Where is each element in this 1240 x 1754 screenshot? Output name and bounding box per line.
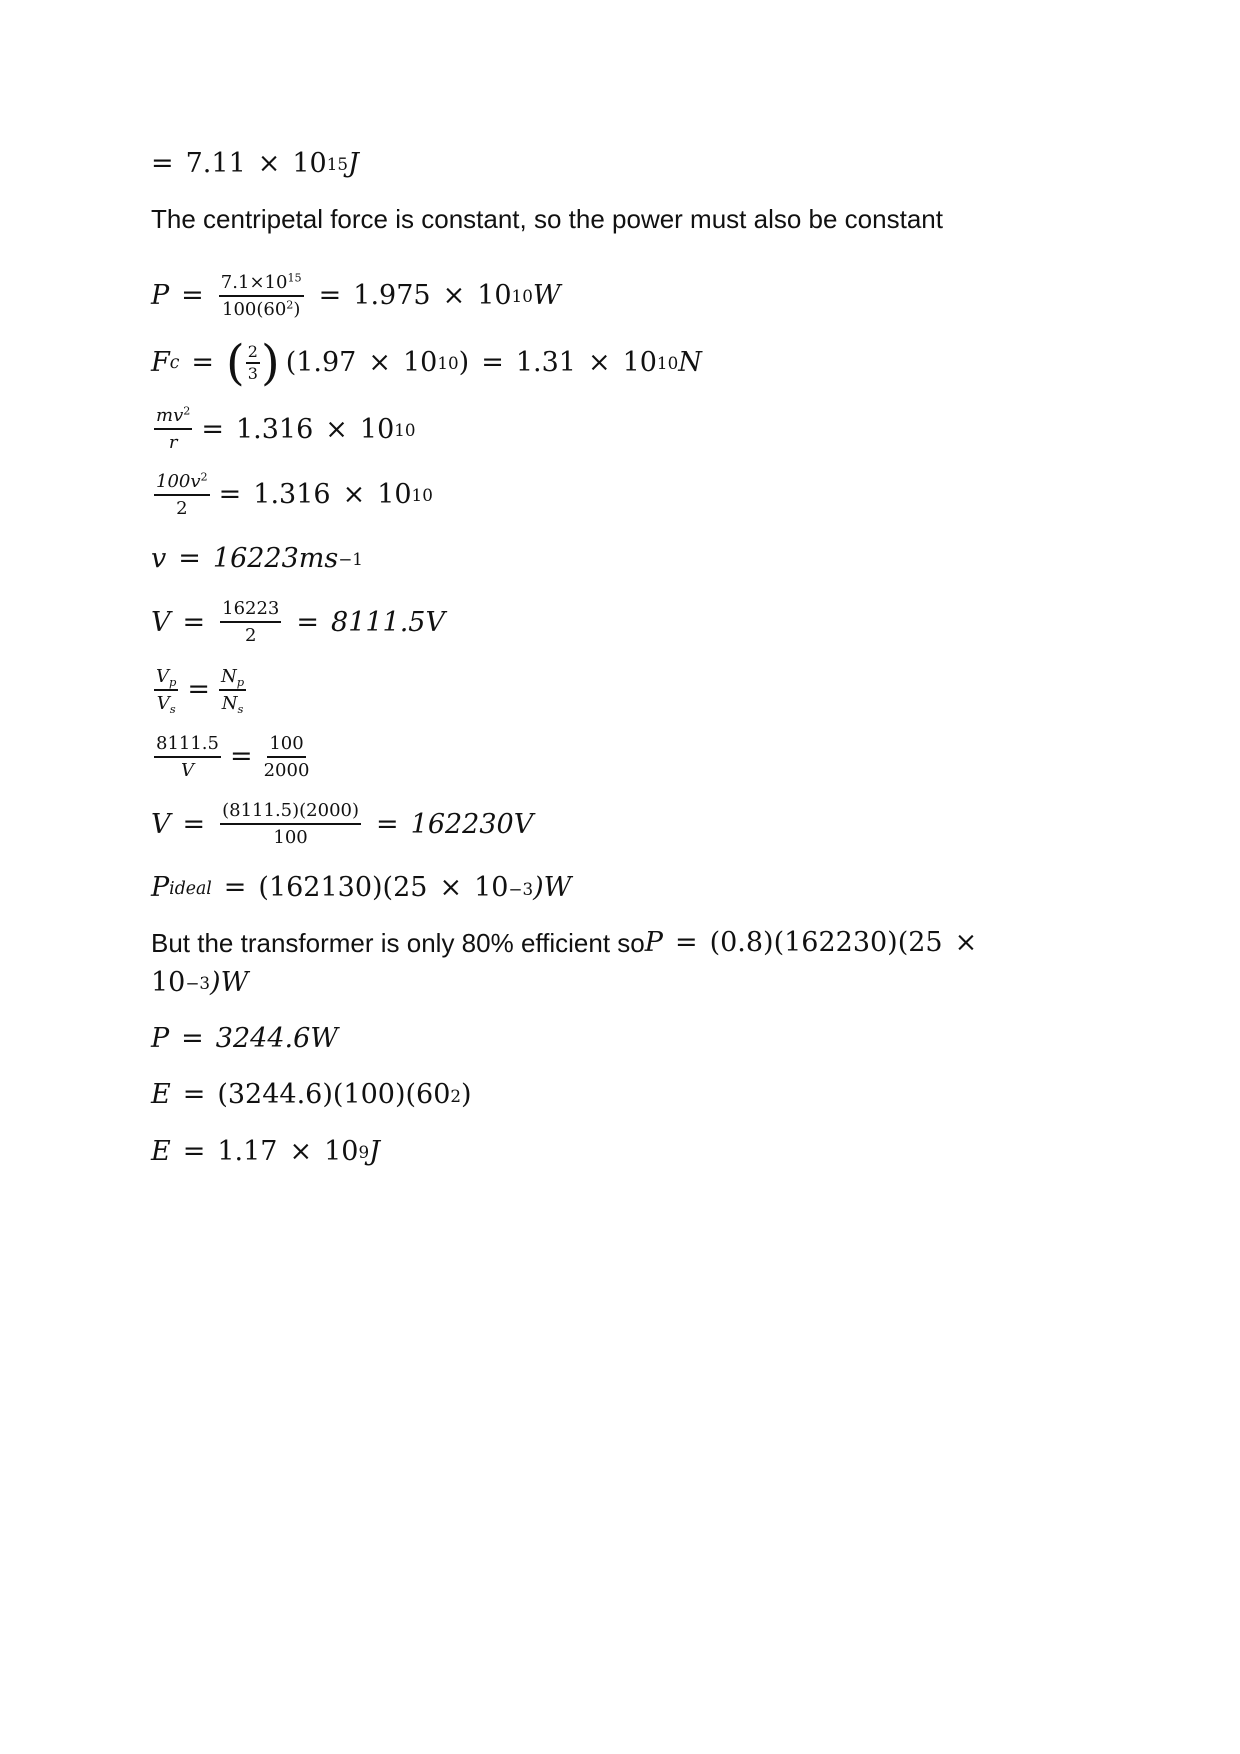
left-expression: (3244.6)(100)(60 [217,1079,451,1111]
times-sign: × [342,478,366,510]
equals-sign: = [182,1135,206,1167]
parenthesized-fraction [226,334,280,391]
base-1: 10 [402,346,438,378]
mantissa: 7.11 [185,148,246,179]
mantissa: 1.316 [253,478,331,510]
value: 162230V [410,808,534,840]
fraction-denominator: 2 [176,497,188,519]
close-paren: ) [458,346,470,378]
mantissa-2: 1.31 [515,346,576,378]
equation-line-7: v = 16223ms −1 [151,542,363,574]
den-exponent: 2 [286,298,294,312]
base: 10 [377,478,412,510]
fraction-left-denominator: V [180,760,194,781]
fraction-denominator: 2 [245,625,257,647]
left-expression: (162130)(25 [258,872,428,904]
fraction [154,472,210,519]
fraction-right [262,734,312,781]
den-left: 100(60 [222,298,287,320]
equals-sign: = [223,872,247,904]
document-content [151,148,1091,1168]
lhs: E [151,1135,171,1167]
fraction-left [154,667,178,714]
equation-line-14: 10 −3 )W [151,966,249,998]
equation-line-10 [151,734,1091,781]
equals-sign-2: = [296,606,320,638]
num-exponent: 15 [287,271,302,285]
fraction [219,273,304,320]
num-times: × [249,271,265,293]
lhs: P [151,1022,170,1054]
inline-equals-sign: = [674,926,698,958]
lhs: V [151,606,171,638]
inline-lhs: P [644,926,663,958]
small-fraction-numerator: 2 [246,344,260,364]
fraction [220,801,361,848]
right-den-text: N [221,692,238,714]
times-sign: × [325,413,348,445]
numerator-text: 100v [156,470,201,492]
equals-sign: = [229,741,253,773]
left-paren: ( [226,334,245,391]
small-fraction [246,344,260,382]
right-expression: ) [461,1079,472,1111]
fraction-right-numerator: 100 [267,734,305,758]
fraction-left-numerator: 8111.5 [154,734,221,758]
numerator-exponent: 2 [200,470,208,484]
times-sign-2: × [587,346,611,378]
fraction-left-numerator [154,667,178,691]
lhs: V [151,808,171,840]
equals-sign: = [201,413,224,445]
equals-sign: = [182,808,206,840]
base: 10 [151,966,186,998]
equals-sign-2: = [318,279,342,311]
numerator-text: mv [156,405,184,427]
equals-sign-2: = [376,808,399,840]
right-expression: )W [533,872,572,904]
equation-line-8 [151,599,1091,646]
fraction-numerator [154,472,210,496]
right-paren: ) [260,334,280,391]
right-num-subscript: p [236,674,245,689]
equals-sign: = [182,606,206,638]
equals-sign-2: = [481,346,504,378]
value: 16223ms [212,542,339,574]
equals-sign: = [181,1022,204,1054]
fraction-left [154,734,221,781]
base: 10 [324,1135,359,1167]
fraction-denominator: r [168,432,178,454]
fraction-numerator [219,273,304,297]
right-den-subscript: s [237,701,244,716]
equals-sign: = [191,346,215,378]
lhs: v [151,542,167,574]
fraction-left-denominator [155,691,178,714]
equation-line-3: P = $\frac{7.1\times 10^{15}}{100(60^2)}$ = 1.975 × 10 10 W [151,271,561,320]
inline-left-expression: (0.8)(162230)(25 [709,926,943,958]
inline-times-sign: × [954,926,978,958]
left-den-subscript: s [169,701,176,716]
statement-text: The centripetal force is constant, so the power must also be constant [151,204,943,235]
small-fraction-denominator: 3 [247,364,258,383]
equals-sign: = [182,1079,206,1111]
unit: N [678,346,702,378]
fraction-denominator [220,297,302,320]
lhs: P [151,872,170,904]
statement-transformer-efficiency [151,921,1091,965]
statement-text: But the transformer is only 80% efficient so [151,927,645,958]
equals-sign: = [178,542,201,574]
left-num-subscript: p [169,674,177,689]
equals-sign: = [218,478,242,510]
equals-sign: = [187,673,210,705]
fraction-numerator [154,406,192,430]
equation-line-12: P ideal = (162130)(25 × 10 −3 )W [151,872,572,904]
lhs: E [151,1079,171,1111]
mantissa: 1.975 [353,279,431,311]
mantissa: 1.17 [217,1135,278,1167]
fraction-right-denominator: 2000 [263,760,310,781]
statement-centripetal-force [151,198,1091,240]
fraction-numerator: (8111.5)(2000) [220,801,361,825]
num-mantissa: 7.1 [220,271,250,293]
times-sign: × [442,279,466,311]
mantissa-1: 1.97 [296,346,357,378]
right-expression: )W [210,966,249,998]
times-sign: × [439,872,463,904]
open-paren: ( [285,346,297,378]
equation-line-5: $\frac{mv^2}{r}$ = 1.316 × 10 10 [156,404,416,454]
fraction-right-denominator [220,691,246,714]
equation-line-6: $\frac{100v^2}{2}$ = 1.316 × 10 10 [156,470,433,519]
fraction-denominator: 100 [273,827,308,849]
fraction [220,599,281,646]
equation-line-1: = 7.11 × 10 15 J [151,148,359,179]
times-sign: × [289,1135,313,1167]
mantissa: 1.316 [235,413,314,445]
base: 10 [359,413,395,445]
equals-sign: = [151,148,174,179]
equation-line-9 [151,667,1091,714]
den-right: ) [293,298,301,320]
left-num-text: V [156,665,169,687]
unit: W [532,279,561,311]
base: 10 [477,279,512,311]
num-base: 10 [264,271,288,293]
fraction-right-numerator [219,667,246,691]
equation-line-4: F c = ( $\frac{2}{3}$ ) ( 1.97 × 10 10 ) = 1.31 × 10 10 N [151,334,702,391]
unit: J [348,148,359,179]
equation-line-16: E = (3244.6)(100)(60 2 ) [151,1079,472,1111]
equation-line-15 [151,1023,1091,1055]
left-den-text: V [156,692,170,714]
equation-line-17: E = 1.17 × 10 9 J [151,1135,380,1167]
lhs: F [151,346,170,378]
base-2: 10 [622,346,657,378]
value: 3244.6W [215,1022,339,1054]
equation-line-11 [151,801,1091,848]
times-sign: × [257,148,281,179]
equals-sign: = [181,279,204,311]
lhs: P [151,279,170,311]
fraction-right [219,667,246,714]
numerator-exponent: 2 [183,404,191,418]
base: 10 [292,148,327,179]
fraction-numerator: 16223 [220,599,281,623]
times-sign-1: × [368,346,391,378]
value: 8111.5V [331,606,445,638]
right-num-text: N [221,665,237,687]
unit: J [369,1135,380,1167]
fraction [154,406,192,453]
base: 10 [474,872,509,904]
